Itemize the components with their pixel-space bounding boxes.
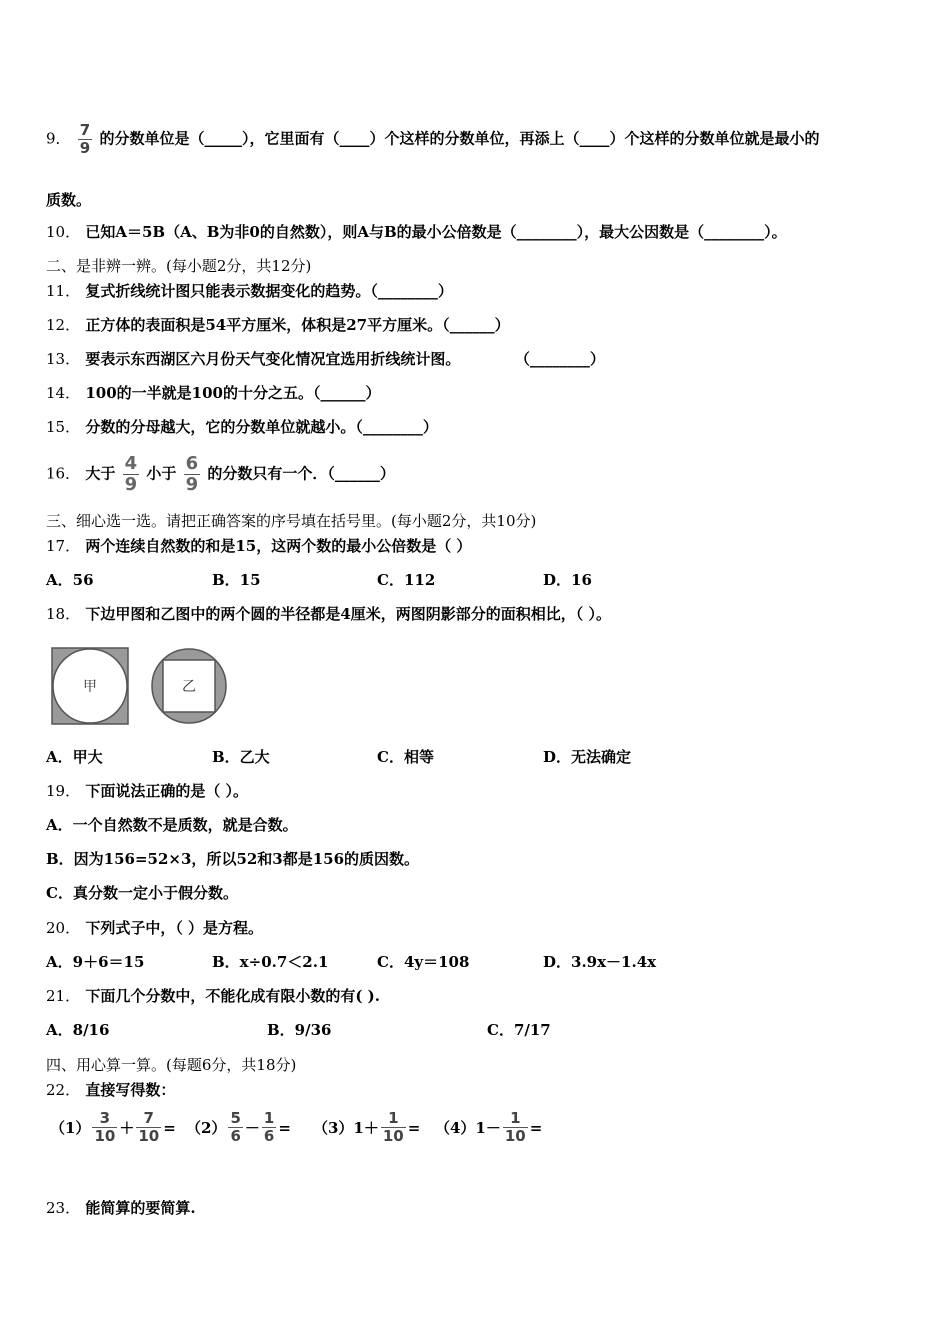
- numerator: 7: [79, 121, 91, 139]
- calc-label: （1）: [50, 1119, 91, 1137]
- option-c: C．相等: [377, 748, 434, 766]
- denominator: 9: [79, 139, 91, 157]
- fraction: [136, 1110, 161, 1145]
- question-12: [46, 315, 510, 335]
- option-b: B．x÷0.7＜2.1: [212, 953, 329, 971]
- option-d: D．无法确定: [543, 748, 632, 766]
- question-text: 直接写得数：: [85, 1081, 176, 1099]
- question-number: 18．: [46, 605, 81, 623]
- option-d: D．16: [543, 571, 592, 589]
- calc-2: [186, 1110, 291, 1145]
- denominator: 10: [94, 1127, 116, 1145]
- question-text: 大于: [85, 464, 116, 483]
- fraction: [92, 1110, 117, 1145]
- answer-blank: （________）: [514, 350, 605, 368]
- figure-svg: [50, 646, 240, 730]
- operator: ＋: [119, 1119, 135, 1137]
- fraction: [123, 454, 140, 495]
- option-c: C．112: [377, 571, 436, 589]
- equals-sign: =: [529, 1118, 543, 1137]
- denominator: 10: [382, 1127, 404, 1145]
- option-c: C．7/17: [487, 1021, 551, 1039]
- question-9-continued: 质数。: [46, 191, 92, 209]
- calc-1: [50, 1110, 176, 1145]
- option-b: B．因为156=52×3，所以52和3都是156的质因数。: [46, 850, 420, 868]
- question-22: [46, 1080, 175, 1100]
- calc-4: [435, 1110, 542, 1145]
- question-13: [46, 349, 605, 369]
- question-number: 21．: [46, 987, 81, 1005]
- question-text: 下面几个分数中，不能化成有限小数的有( ).: [85, 987, 380, 1005]
- option-b: B．9/36: [267, 1021, 332, 1039]
- option-a: A．56: [46, 571, 94, 589]
- fraction: [262, 1110, 276, 1145]
- fraction: [503, 1110, 528, 1145]
- question-number: 14．: [46, 384, 81, 402]
- question-number: 9．: [46, 129, 71, 148]
- figure-jia-label: 甲: [83, 679, 97, 695]
- option-c: C．真分数一定小于假分数。: [46, 884, 238, 902]
- numerator: 1: [263, 1109, 275, 1127]
- question-text: 下面说法正确的是（ ）。: [85, 782, 249, 800]
- question-23: [46, 1198, 196, 1218]
- question-number: 22．: [46, 1081, 81, 1099]
- section-3-title: 三、细心选一选。请把正确答案的序号填在括号里。(每小题2分，共10分): [46, 512, 537, 530]
- circle-figures: [50, 646, 240, 734]
- calc-label: （4）1－: [435, 1119, 501, 1137]
- equals-sign: =: [278, 1118, 291, 1137]
- option-a: A．甲大: [46, 748, 103, 766]
- question-text: 分数的分母越大，它的分数单位就越小。（________）: [85, 418, 438, 436]
- calc-label: （3）1＋: [313, 1119, 379, 1137]
- question-text: 下列式子中，（ ）是方程。: [85, 919, 264, 937]
- calc-label: （2）: [186, 1119, 227, 1137]
- denominator: 10: [138, 1127, 160, 1145]
- question-20: [46, 918, 263, 938]
- question-16: [46, 454, 395, 495]
- equals-sign: =: [163, 1118, 176, 1137]
- option-b: B．15: [212, 571, 261, 589]
- question-number: 10．: [46, 223, 81, 241]
- numerator: 3: [99, 1109, 111, 1127]
- equals-sign: =: [407, 1118, 421, 1137]
- numerator: 5: [230, 1109, 241, 1127]
- denominator: 6: [263, 1127, 275, 1145]
- question-text: 两个连续自然数的和是15，这两个数的最小公倍数是（ ）: [85, 537, 472, 555]
- figure-yi-label: 乙: [182, 679, 196, 695]
- question-14: [46, 383, 380, 403]
- option-a: A．8/16: [46, 1021, 110, 1039]
- question-17: [46, 536, 471, 556]
- question-number: 12．: [46, 316, 81, 334]
- option-c: C．4y＝108: [377, 953, 470, 971]
- section-2-title: 二、是非辨一辨。(每小题2分，共12分): [46, 257, 312, 275]
- section-4-title: 四、用心算一算。(每题6分，共18分): [46, 1056, 297, 1074]
- numerator: 1: [510, 1109, 521, 1127]
- option-a: A．9＋6＝15: [46, 953, 145, 971]
- denominator: 6: [230, 1127, 241, 1145]
- option-d: D．3.9x－1.4x: [543, 953, 657, 971]
- denominator: 9: [185, 474, 199, 495]
- fraction: [78, 122, 92, 157]
- question-text: 已知A＝5B（A、B为非0的自然数），则A与B的最小公倍数是（________），最大公因数是（________）。: [85, 223, 787, 241]
- option-b: B．乙大: [212, 748, 270, 766]
- fraction: [184, 454, 201, 495]
- question-text: 要表示东西湖区六月份天气变化情况宜选用折线统计图。: [85, 350, 461, 368]
- question-number: 13．: [46, 350, 81, 368]
- fraction: [228, 1110, 242, 1145]
- question-text: 的分数只有一个．（______）: [207, 464, 395, 483]
- question-21: [46, 986, 380, 1006]
- denominator: 9: [124, 474, 138, 495]
- option-a: A．一个自然数不是质数，就是合数。: [46, 816, 298, 834]
- question-text: 复式折线统计图只能表示数据变化的趋势。（________）: [85, 282, 453, 300]
- question-text: 能简算的要简算.: [85, 1199, 196, 1217]
- question-9: [46, 122, 819, 157]
- operator: －: [244, 1119, 260, 1137]
- question-15: [46, 417, 438, 437]
- question-number: 20．: [46, 919, 81, 937]
- question-number: 11．: [46, 282, 81, 300]
- numerator: 7: [143, 1109, 154, 1127]
- question-number: 16．: [46, 464, 81, 483]
- fraction: [381, 1110, 406, 1145]
- question-18: [46, 604, 611, 624]
- question-text: 的分数单位是（_____），它里面有（____）个这样的分数单位，再添上（____）个这样的分数单位就是最小的: [99, 129, 820, 148]
- question-number: 23．: [46, 1199, 81, 1217]
- numerator: 6: [185, 453, 199, 474]
- denominator: 10: [504, 1127, 526, 1145]
- numerator: 4: [124, 453, 138, 474]
- question-text: 100的一半就是100的十分之五。（______）: [85, 384, 381, 402]
- numerator: 1: [388, 1109, 399, 1127]
- question-text: 下边甲图和乙图中的两个圆的半径都是4厘米，两图阴影部分的面积相比，（ ）。: [85, 605, 611, 623]
- question-19: [46, 781, 248, 801]
- question-number: 17．: [46, 537, 81, 555]
- question-text: 正方体的表面积是54平方厘米，体积是27平方厘米。（______）: [85, 316, 510, 334]
- question-number: 19．: [46, 782, 81, 800]
- question-number: 15．: [46, 418, 81, 436]
- question-text: 小于: [146, 464, 177, 483]
- calc-3: [313, 1110, 420, 1145]
- question-10: [46, 222, 787, 242]
- question-11: [46, 281, 453, 301]
